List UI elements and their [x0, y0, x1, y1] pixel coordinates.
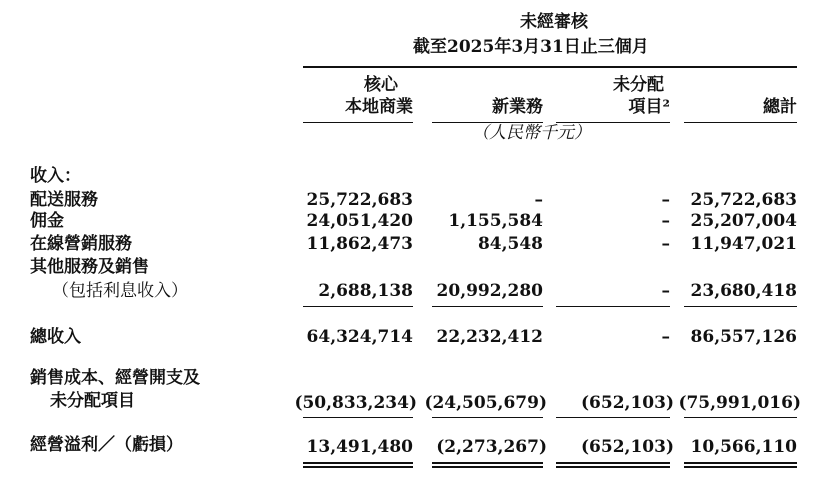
row3-col1: 2,688,138 — [318, 281, 413, 301]
row4-col2: 22,232,412 — [436, 327, 543, 347]
row-label-delivery: 配送服務 — [30, 190, 98, 210]
row1-col1: 24,051,420 — [306, 211, 413, 231]
costs-rule-col3 — [556, 417, 670, 418]
col3-header-line2: 項目² — [628, 97, 670, 117]
subtotal-rule-col3 — [556, 306, 670, 307]
row-label-commission: 佣金 — [30, 211, 64, 231]
row3-col4: 23,680,418 — [690, 281, 797, 301]
row-label-operating-profit: 經營溢利／（虧損） — [30, 435, 183, 455]
row-label-costs-sub: 未分配項目 — [50, 391, 135, 411]
row-label-other-services-sub: （包括利息收入） — [52, 281, 188, 301]
row4-col4: 86,557,126 — [690, 327, 797, 347]
col1-header-rule — [303, 122, 413, 123]
row2-col3: – — [661, 234, 670, 254]
double-rule-bottom-col1 — [303, 466, 413, 468]
row-label-total-revenue: 總收入 — [30, 327, 81, 347]
col2-header-line2: 新業務 — [492, 97, 543, 117]
header-period: 截至2025年3月31日止三個月 — [413, 37, 649, 57]
double-rule-bottom-col2 — [432, 466, 543, 468]
double-rule-top-col3 — [556, 462, 670, 464]
col4-header-rule — [684, 122, 797, 123]
double-rule-bottom-col4 — [684, 466, 797, 468]
row0-col3: – — [661, 190, 670, 210]
row5-col4: (75,991,016) — [678, 393, 801, 413]
row0-col4: 25,722,683 — [690, 190, 797, 210]
header-rule — [303, 66, 797, 68]
costs-rule-col2 — [432, 417, 543, 418]
row6-col2: (2,273,267) — [436, 437, 547, 457]
row1-col4: 25,207,004 — [690, 211, 797, 231]
row1-col2: 1,155,584 — [448, 211, 543, 231]
row4-col1: 64,324,714 — [306, 327, 413, 347]
row6-col4: 10,566,110 — [690, 437, 797, 457]
row2-col1: 11,862,473 — [306, 234, 413, 254]
row6-col1: 13,491,480 — [306, 437, 413, 457]
costs-rule-col4 — [684, 417, 797, 418]
row2-col2: 84,548 — [477, 234, 543, 254]
double-rule-top-col2 — [432, 462, 543, 464]
unit-label: （人民幣千元） — [472, 123, 591, 143]
row6-col3: (652,103) — [581, 437, 674, 457]
row0-col1: 25,722,683 — [306, 190, 413, 210]
row0-col2: – — [534, 190, 543, 210]
double-rule-top-col4 — [684, 462, 797, 464]
row2-col4: 11,947,021 — [690, 234, 797, 254]
row4-col3: – — [661, 327, 670, 347]
row-label-online-marketing: 在線營銷服務 — [30, 234, 132, 254]
double-rule-top-col1 — [303, 462, 413, 464]
header-title: 未經審核 — [520, 12, 588, 32]
double-rule-bottom-col3 — [556, 466, 670, 468]
row3-col2: 20,992,280 — [436, 281, 543, 301]
col3-header-line1: 未分配 — [613, 75, 664, 95]
row-label-other-services: 其他服務及銷售 — [30, 257, 149, 277]
subtotal-rule-col2 — [432, 306, 543, 307]
col4-header-line2: 總計 — [763, 97, 797, 117]
col1-header-line1: 核心 — [364, 75, 398, 95]
row5-col2: (24,505,679) — [424, 393, 547, 413]
row5-col1: (50,833,234) — [294, 393, 417, 413]
subtotal-rule-col1 — [303, 306, 413, 307]
row1-col3: – — [661, 211, 670, 231]
row3-col3: – — [661, 281, 670, 301]
section-label-revenue: 收入： — [30, 166, 81, 186]
row-label-costs: 銷售成本、經營開支及 — [30, 368, 200, 388]
costs-rule-col1 — [303, 417, 413, 418]
col1-header-line2: 本地商業 — [345, 97, 413, 117]
subtotal-rule-col4 — [684, 306, 797, 307]
row5-col3: (652,103) — [581, 393, 674, 413]
